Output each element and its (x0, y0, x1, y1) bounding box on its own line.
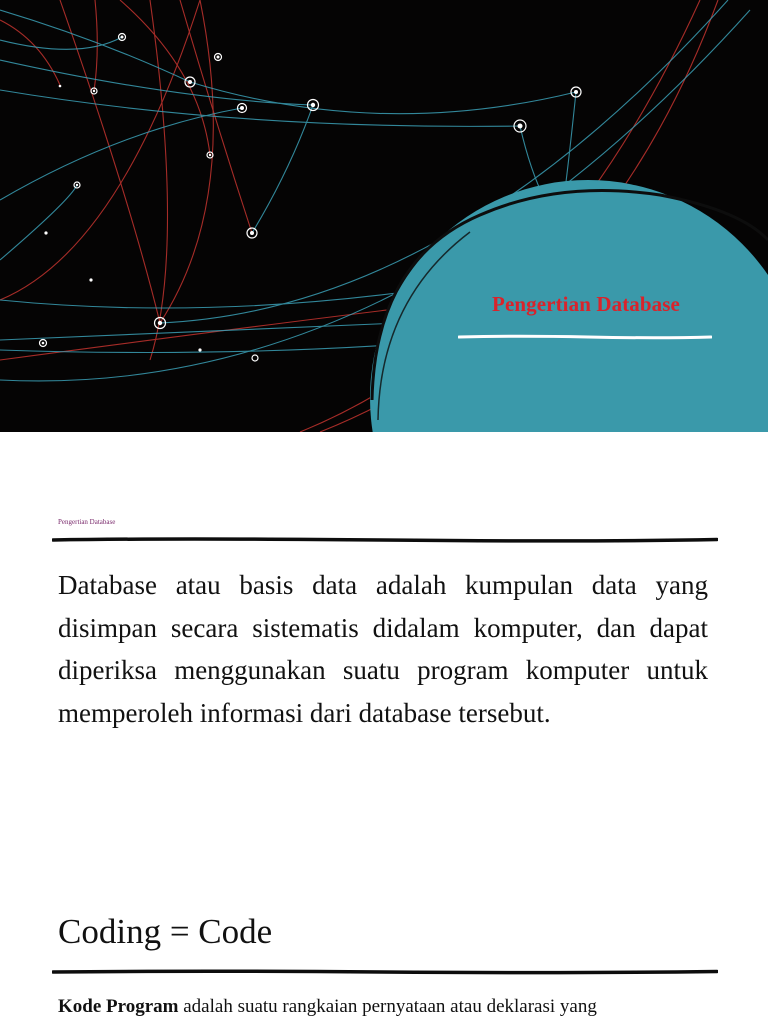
content-slide (0, 432, 768, 1024)
bottom-paragraph-bold: Kode Program (58, 996, 179, 1017)
section-heading: Coding = Code (58, 912, 273, 951)
title-slide (0, 0, 768, 432)
body-paragraph: Database atau basis data adalah kumpulan data yang disimpan secara sistematis didalam komputer, dan dapat diperiksa menggunakan suatu program komputer untuk memperoleh informasi dari database tersebut. (58, 570, 708, 728)
slide-header-small: Pengertian Database (58, 518, 116, 526)
bottom-paragraph (58, 995, 710, 1019)
bottom-paragraph-rest: adalah suatu rangkaian pernyataan atau deklarasi yang (178, 996, 597, 1017)
title-underline (458, 334, 712, 340)
divider-rule-bottom (52, 968, 718, 976)
slide-title: Pengertian Database (492, 292, 680, 316)
divider-rule-top (52, 536, 718, 544)
network-background-graphic (0, 0, 768, 432)
